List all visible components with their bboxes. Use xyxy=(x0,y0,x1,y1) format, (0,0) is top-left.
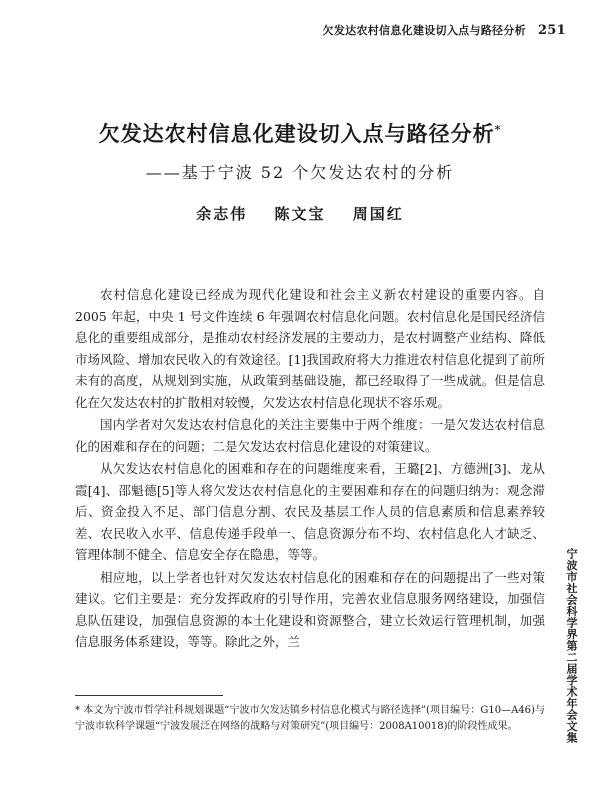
body-paragraph: 农村信息化建设已经成为现代化建设和社会主义新农村建设的重要内容。自 2005 年起，中央 1 号文件连续 6 年强调农村信息化问题。农村信息化是国民经济信息化的重要组成部分，是推动农村经济发展的主要动力，是农村调整产业结构、降低市场风险、增加农民收入的有效途径。[1]我国政府将大力推进农村信息化提到了前所未有的高度，从规划到实施，从政策到基础设施，都已经取得了一些成就。但是信息化在欠发达农村的扩散相对较慢，欠发达农村信息化现状不容乐观。 xyxy=(75,287,545,410)
author-list xyxy=(0,203,600,224)
running-header xyxy=(323,22,566,38)
article-title xyxy=(0,118,600,148)
body-paragraph: 相应地，以上学者也针对欠发达农村信息化的困难和存在的问题提出了一些对策建议。它们主要是：充分发挥政府的引导作用，完善农业信息服务网络建设，加强信息队伍建设，加强信息资源的本土化建设和资源整合，建立长效运行管理机制，加强信息服务体系建设，等等。除此之外，兰 xyxy=(75,569,545,649)
body-paragraph: 国内学者对欠发达农村信息化的关注主要集中于两个维度：一是欠发达农村信息化的困难和存在的问题；二是欠发达农村信息化建设的对策建议。 xyxy=(75,417,545,454)
footnote: * 本文为宁波市哲学社科规划课题“宁波市欠发达镇乡村信息化模式与路径选择”(项目编号：G10—A46)与宁波市软科学课题“宁波发展泛在网络的战略与对策研究”(项目编号：2008A10018)的阶段性成果。 xyxy=(75,705,545,732)
article-title-text: 欠发达农村信息化建设切入点与路径分析 xyxy=(98,121,495,146)
body-paragraph: 从欠发达农村信息化的困难和存在的问题维度来看，王璐[2]、方德洲[3]、龙从霞[4]、邵魁德[5]等人将欠发达农村信息化的主要困难和存在的问题归纳为：观念滞后、资金投入不足、部门信息分割、农民及基层工作人员的信息素质和信息素养较差、农民收入水平、信息传递手段单一、信息资源分布不均、农村信息化人才缺乏、管理体制不健全、信息安全存在隐患，等等。 xyxy=(75,461,545,562)
page-number: 251 xyxy=(537,23,566,38)
article-subtitle: ——基于宁波 52 个欠发达农村的分析 xyxy=(145,163,455,182)
article-body xyxy=(75,284,545,654)
title-footnote-mark: * xyxy=(494,123,502,136)
side-label: 宁波市社会科学界第二届学术年会文集 xyxy=(565,548,578,744)
author-name: 陈文宝 xyxy=(274,205,326,223)
footnote-divider xyxy=(75,695,223,696)
running-title: 欠发达农村信息化建设切入点与路径分析 xyxy=(322,24,526,37)
author-name: 周国红 xyxy=(352,205,404,223)
author-name: 余志伟 xyxy=(196,205,248,223)
